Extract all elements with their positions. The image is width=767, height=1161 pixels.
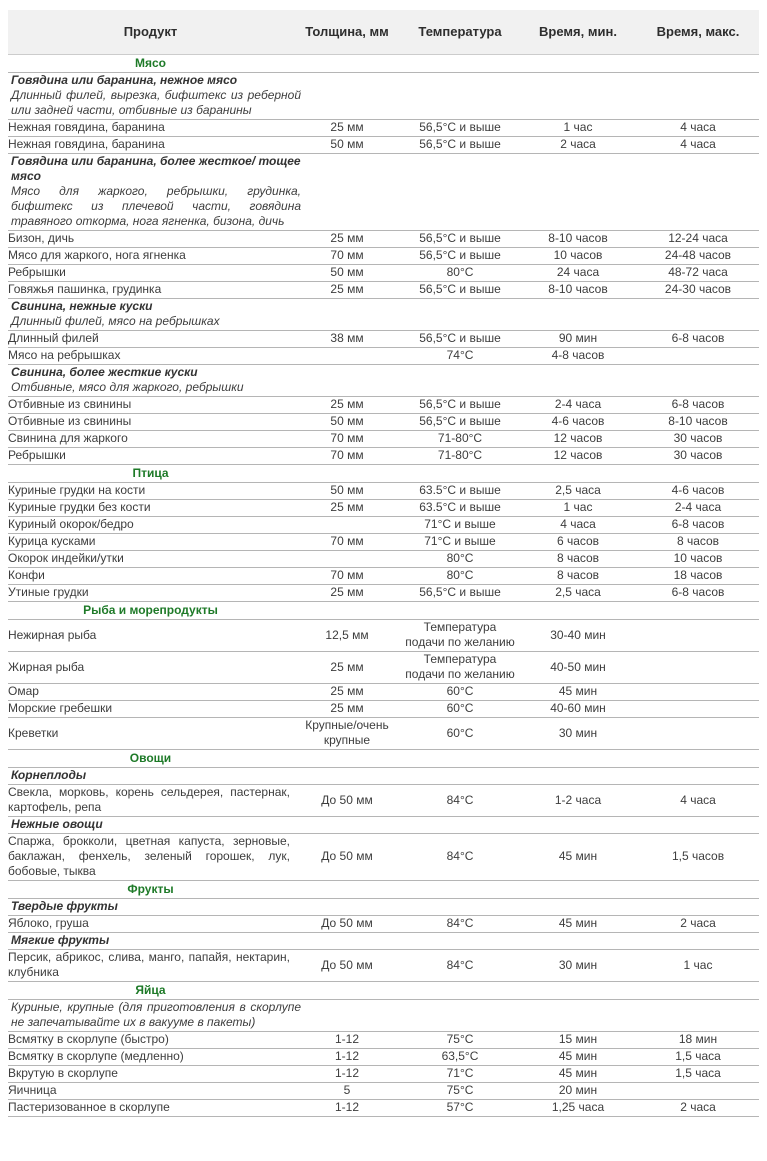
group-description: Длинный филей, вырезка, бифштекс из реберной или задней части, отбивные из баранины: [11, 88, 301, 117]
group-title: Говядина или баранина, нежное мясо: [11, 73, 238, 87]
time-max-cell: 10 часов: [637, 550, 759, 567]
data-row: [8, 347, 759, 364]
thickness-cell: 25 мм: [293, 584, 401, 601]
data-row: [8, 396, 759, 413]
data-row: [8, 499, 759, 516]
data-row: [8, 247, 759, 264]
temperature-cell: 71°C и выше: [401, 516, 519, 533]
product-cell: Омар: [8, 683, 293, 700]
group-header-cell: [8, 999, 759, 1031]
data-row: [8, 230, 759, 247]
time-min-cell: 45 мин: [519, 1065, 637, 1082]
group-header-cell: [8, 932, 759, 949]
temperature-cell: 80°C: [401, 264, 519, 281]
column-header-product: Продукт: [8, 10, 293, 54]
time-min-cell: 30 мин: [519, 717, 637, 749]
group-header-cell: [8, 816, 759, 833]
thickness-cell: До 50 мм: [293, 915, 401, 932]
section-header-cell: [8, 601, 759, 619]
group-title: Мягкие фрукты: [11, 933, 110, 947]
thickness-cell: 25 мм: [293, 499, 401, 516]
section-row: [8, 54, 759, 72]
time-max-cell: 48-72 часа: [637, 264, 759, 281]
time-max-cell: 4-6 часов: [637, 482, 759, 499]
temperature-cell: 75°C: [401, 1082, 519, 1099]
column-header-time-max: Время, макс.: [637, 10, 759, 54]
thickness-cell: [293, 347, 401, 364]
section-label: Мясо: [134, 55, 166, 70]
time-max-cell: 8-10 часов: [637, 413, 759, 430]
temperature-cell: 60°C: [401, 717, 519, 749]
thickness-cell: 1-12: [293, 1065, 401, 1082]
time-min-cell: 45 мин: [519, 833, 637, 880]
time-max-cell: 4 часа: [637, 784, 759, 816]
time-max-cell: 6-8 часов: [637, 516, 759, 533]
time-max-cell: 2 часа: [637, 1099, 759, 1116]
product-cell: Конфи: [8, 567, 293, 584]
thickness-cell: 25 мм: [293, 396, 401, 413]
time-min-cell: 20 мин: [519, 1082, 637, 1099]
group-row: [8, 72, 759, 119]
time-max-cell: 4 часа: [637, 136, 759, 153]
product-cell: Нежирная рыба: [8, 619, 293, 651]
column-header-temperature: Температура: [401, 10, 519, 54]
data-row: [8, 651, 759, 683]
section-header-cell: [8, 464, 759, 482]
time-min-cell: 8-10 часов: [519, 281, 637, 298]
thickness-cell: 25 мм: [293, 119, 401, 136]
product-cell: Ребрышки: [8, 447, 293, 464]
temperature-cell: Температура подачи по желанию: [401, 619, 519, 651]
time-min-cell: 4-6 часов: [519, 413, 637, 430]
time-max-cell: 18 часов: [637, 567, 759, 584]
temperature-cell: 63.5°C и выше: [401, 499, 519, 516]
time-max-cell: 2-4 часа: [637, 499, 759, 516]
product-cell: Яблоко, груша: [8, 915, 293, 932]
product-cell: Нежная говядина, баранина: [8, 136, 293, 153]
thickness-cell: 70 мм: [293, 430, 401, 447]
product-cell: Утиные грудки: [8, 584, 293, 601]
temperature-cell: 84°C: [401, 833, 519, 880]
group-header-cell: [8, 298, 759, 330]
temperature-cell: 75°C: [401, 1031, 519, 1048]
time-max-cell: 18 мин: [637, 1031, 759, 1048]
group-description: Куриные, крупные (для приготовления в скорлупе не запечатывайте их в вакууме в пакеты): [11, 1000, 301, 1029]
product-cell: Курица кусками: [8, 533, 293, 550]
sous-vide-cooking-table: [8, 10, 759, 1117]
section-header-cell: [8, 749, 759, 767]
section-row: [8, 749, 759, 767]
time-max-cell: 30 часов: [637, 430, 759, 447]
time-min-cell: 2,5 часа: [519, 584, 637, 601]
thickness-cell: 25 мм: [293, 281, 401, 298]
time-min-cell: 12 часов: [519, 430, 637, 447]
time-min-cell: 12 часов: [519, 447, 637, 464]
group-row: [8, 298, 759, 330]
product-cell: Свинина для жаркого: [8, 430, 293, 447]
temperature-cell: 56,5°C и выше: [401, 119, 519, 136]
section-row: [8, 880, 759, 898]
time-min-cell: 8 часов: [519, 567, 637, 584]
temperature-cell: 80°C: [401, 550, 519, 567]
temperature-cell: 60°C: [401, 700, 519, 717]
group-header-cell: [8, 72, 759, 119]
product-cell: Персик, абрикос, слива, манго, папайя, нектарин, клубника: [8, 949, 293, 981]
thickness-cell: 1-12: [293, 1099, 401, 1116]
product-cell: Вкрутую в скорлупе: [8, 1065, 293, 1082]
data-row: [8, 413, 759, 430]
product-cell: Куриные грудки на кости: [8, 482, 293, 499]
thickness-cell: 12,5 мм: [293, 619, 401, 651]
temperature-cell: 71-80°C: [401, 430, 519, 447]
group-row: [8, 364, 759, 396]
time-min-cell: 6 часов: [519, 533, 637, 550]
time-min-cell: 2 часа: [519, 136, 637, 153]
group-row: [8, 153, 759, 230]
thickness-cell: 70 мм: [293, 447, 401, 464]
data-row: [8, 584, 759, 601]
data-row: [8, 1099, 759, 1116]
group-header-cell: [8, 767, 759, 784]
temperature-cell: 56,5°C и выше: [401, 281, 519, 298]
group-title: Твердые фрукты: [11, 899, 118, 913]
data-row: [8, 700, 759, 717]
product-cell: Морские гребешки: [8, 700, 293, 717]
temperature-cell: 56,5°C и выше: [401, 247, 519, 264]
product-cell: Куриные грудки без кости: [8, 499, 293, 516]
group-header-cell: [8, 153, 759, 230]
data-row: [8, 330, 759, 347]
section-label: Фрукты: [127, 881, 174, 896]
product-cell: Бизон, дичь: [8, 230, 293, 247]
time-min-cell: 15 мин: [519, 1031, 637, 1048]
thickness-cell: До 50 мм: [293, 949, 401, 981]
section-header-cell: [8, 981, 759, 999]
thickness-cell: 38 мм: [293, 330, 401, 347]
time-max-cell: [637, 700, 759, 717]
data-row: [8, 533, 759, 550]
data-row: [8, 281, 759, 298]
time-min-cell: 40-60 мин: [519, 700, 637, 717]
time-max-cell: 2 часа: [637, 915, 759, 932]
temperature-cell: 56,5°C и выше: [401, 584, 519, 601]
table-body: [8, 54, 759, 1116]
data-row: [8, 1082, 759, 1099]
product-cell: Ребрышки: [8, 264, 293, 281]
time-max-cell: 8 часов: [637, 533, 759, 550]
product-cell: Куриный окорок/бедро: [8, 516, 293, 533]
group-row: [8, 932, 759, 949]
group-description: Длинный филей, мясо на ребрышках: [11, 314, 220, 328]
product-cell: Жирная рыба: [8, 651, 293, 683]
data-row: [8, 482, 759, 499]
time-min-cell: 2-4 часа: [519, 396, 637, 413]
temperature-cell: 71-80°C: [401, 447, 519, 464]
time-min-cell: 10 часов: [519, 247, 637, 264]
data-row: [8, 784, 759, 816]
time-min-cell: 45 мин: [519, 1048, 637, 1065]
group-row: [8, 898, 759, 915]
time-max-cell: 6-8 часов: [637, 584, 759, 601]
time-max-cell: [637, 347, 759, 364]
data-row: [8, 619, 759, 651]
section-row: [8, 601, 759, 619]
time-min-cell: 45 мин: [519, 683, 637, 700]
time-max-cell: [637, 683, 759, 700]
product-cell: Мясо на ребрышках: [8, 347, 293, 364]
temperature-cell: Температура подачи по желанию: [401, 651, 519, 683]
data-row: [8, 264, 759, 281]
time-min-cell: 90 мин: [519, 330, 637, 347]
time-min-cell: 1 час: [519, 499, 637, 516]
temperature-cell: 63,5°C: [401, 1048, 519, 1065]
time-max-cell: 1 час: [637, 949, 759, 981]
data-row: [8, 1031, 759, 1048]
time-min-cell: 8-10 часов: [519, 230, 637, 247]
time-max-cell: [637, 619, 759, 651]
data-row: [8, 136, 759, 153]
thickness-cell: 70 мм: [293, 533, 401, 550]
section-label: Овощи: [129, 750, 172, 765]
time-max-cell: 6-8 часов: [637, 396, 759, 413]
product-cell: Говяжья пашинка, грудинка: [8, 281, 293, 298]
product-cell: Яичница: [8, 1082, 293, 1099]
product-cell: Спаржа, брокколи, цветная капуста, зерновые, баклажан, фенхель, зеленый горошек, лук, бобовые, тыква: [8, 833, 293, 880]
thickness-cell: Крупные/очень крупные: [293, 717, 401, 749]
temperature-cell: 56,5°C и выше: [401, 330, 519, 347]
thickness-cell: [293, 516, 401, 533]
temperature-cell: 84°C: [401, 784, 519, 816]
thickness-cell: 25 мм: [293, 700, 401, 717]
thickness-cell: 70 мм: [293, 567, 401, 584]
group-title: Нежные овощи: [11, 817, 103, 831]
group-title: Говядина или баранина, более жесткое/ тощее мясо: [11, 154, 301, 183]
product-cell: Отбивные из свинины: [8, 413, 293, 430]
data-row: [8, 516, 759, 533]
column-header-thickness: Толщина, мм: [293, 10, 401, 54]
data-row: [8, 119, 759, 136]
temperature-cell: 80°C: [401, 567, 519, 584]
thickness-cell: 50 мм: [293, 413, 401, 430]
time-max-cell: 1,5 часа: [637, 1065, 759, 1082]
temperature-cell: 60°C: [401, 683, 519, 700]
data-row: [8, 949, 759, 981]
section-label: Птица: [132, 465, 169, 480]
group-header-cell: [8, 898, 759, 915]
time-max-cell: [637, 717, 759, 749]
time-max-cell: 1,5 часа: [637, 1048, 759, 1065]
data-row: [8, 683, 759, 700]
time-max-cell: 24-48 часов: [637, 247, 759, 264]
temperature-cell: 56,5°C и выше: [401, 413, 519, 430]
thickness-cell: 5: [293, 1082, 401, 1099]
time-min-cell: 1 час: [519, 119, 637, 136]
time-max-cell: 4 часа: [637, 119, 759, 136]
group-description: Отбивные, мясо для жаркого, ребрышки: [11, 380, 244, 394]
temperature-cell: 56,5°C и выше: [401, 136, 519, 153]
temperature-cell: 56,5°C и выше: [401, 230, 519, 247]
temperature-cell: 71°C и выше: [401, 533, 519, 550]
section-header-cell: [8, 54, 759, 72]
data-row: [8, 833, 759, 880]
time-min-cell: 30 мин: [519, 949, 637, 981]
data-row: [8, 567, 759, 584]
thickness-cell: 50 мм: [293, 264, 401, 281]
time-min-cell: 24 часа: [519, 264, 637, 281]
thickness-cell: 50 мм: [293, 482, 401, 499]
thickness-cell: [293, 550, 401, 567]
temperature-cell: 74°C: [401, 347, 519, 364]
product-cell: Отбивные из свинины: [8, 396, 293, 413]
group-description: Мясо для жаркого, ребрышки, грудинка, бифштекс из плечевой части, говядина травяного откорма, нога ягненка, бизона, дичь: [11, 184, 301, 228]
temperature-cell: 56,5°C и выше: [401, 396, 519, 413]
time-max-cell: 24-30 часов: [637, 281, 759, 298]
thickness-cell: 25 мм: [293, 651, 401, 683]
thickness-cell: 1-12: [293, 1031, 401, 1048]
thickness-cell: 25 мм: [293, 683, 401, 700]
product-cell: Свекла, морковь, корень сельдерея, пастернак, картофель, репа: [8, 784, 293, 816]
product-cell: Креветки: [8, 717, 293, 749]
product-cell: Пастеризованное в скорлупе: [8, 1099, 293, 1116]
table-header: [8, 10, 759, 54]
time-max-cell: [637, 1082, 759, 1099]
temperature-cell: 63.5°C и выше: [401, 482, 519, 499]
column-header-time-min: Время, мин.: [519, 10, 637, 54]
time-max-cell: 30 часов: [637, 447, 759, 464]
group-title: Свинина, более жесткие куски: [11, 365, 198, 379]
thickness-cell: 50 мм: [293, 136, 401, 153]
section-label: Рыба и морепродукты: [83, 602, 218, 617]
product-cell: Всмятку в скорлупе (медленно): [8, 1048, 293, 1065]
product-cell: Мясо для жаркого, нога ягненка: [8, 247, 293, 264]
time-max-cell: 6-8 часов: [637, 330, 759, 347]
time-min-cell: 4-8 часов: [519, 347, 637, 364]
group-title: Корнеплоды: [11, 768, 87, 782]
time-max-cell: 1,5 часов: [637, 833, 759, 880]
section-label: Яйца: [135, 982, 166, 997]
group-title: Свинина, нежные куски: [11, 299, 153, 313]
thickness-cell: 70 мм: [293, 247, 401, 264]
data-row: [8, 717, 759, 749]
thickness-cell: 25 мм: [293, 230, 401, 247]
data-row: [8, 915, 759, 932]
group-header-cell: [8, 364, 759, 396]
product-cell: Нежная говядина, баранина: [8, 119, 293, 136]
data-row: [8, 447, 759, 464]
data-row: [8, 1048, 759, 1065]
time-min-cell: 4 часа: [519, 516, 637, 533]
data-row: [8, 430, 759, 447]
time-min-cell: 40-50 мин: [519, 651, 637, 683]
time-min-cell: 8 часов: [519, 550, 637, 567]
data-row: [8, 550, 759, 567]
time-min-cell: 45 мин: [519, 915, 637, 932]
time-min-cell: 2,5 часа: [519, 482, 637, 499]
product-cell: Окорок индейки/утки: [8, 550, 293, 567]
thickness-cell: 1-12: [293, 1048, 401, 1065]
group-row: [8, 999, 759, 1031]
temperature-cell: 84°C: [401, 915, 519, 932]
section-row: [8, 981, 759, 999]
temperature-cell: 57°C: [401, 1099, 519, 1116]
time-min-cell: 1-2 часа: [519, 784, 637, 816]
group-row: [8, 816, 759, 833]
product-cell: Всмятку в скорлупе (быстро): [8, 1031, 293, 1048]
group-row: [8, 767, 759, 784]
temperature-cell: 84°C: [401, 949, 519, 981]
data-row: [8, 1065, 759, 1082]
section-row: [8, 464, 759, 482]
time-min-cell: 30-40 мин: [519, 619, 637, 651]
time-max-cell: 12-24 часа: [637, 230, 759, 247]
time-min-cell: 1,25 часа: [519, 1099, 637, 1116]
time-max-cell: [637, 651, 759, 683]
section-header-cell: [8, 880, 759, 898]
product-cell: Длинный филей: [8, 330, 293, 347]
thickness-cell: До 50 мм: [293, 833, 401, 880]
thickness-cell: До 50 мм: [293, 784, 401, 816]
temperature-cell: 71°C: [401, 1065, 519, 1082]
header-row: [8, 10, 759, 54]
